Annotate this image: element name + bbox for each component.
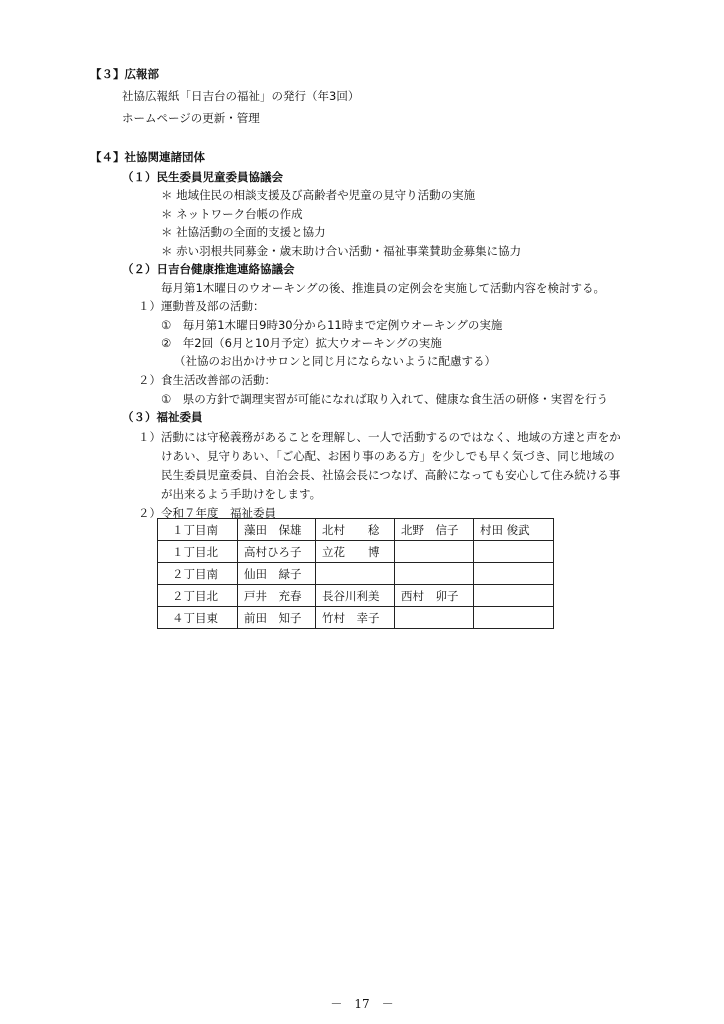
list-item-note: （社協のお出かけサロンと同じ月にならないように配慮する） [174,354,496,368]
section4-2-heading: （２）日吉台健康推進連絡協議会 [122,262,295,276]
table-cell-member [474,541,554,563]
table-cell-member: 前田 知子 [238,607,316,629]
paragraph-line: １）活動には守秘義務があることを理解し、一人で活動するのではなく、地域の方達と声をか [138,430,621,444]
table-cell-member [474,563,554,585]
paragraph-line: 民生委員児童委員、自治会長、社協会長につなげ、高齢になっても安心して住み続ける事 [161,468,621,482]
section4-1-heading: （１）民生委員児童委員協議会 [122,170,283,184]
table-cell-member: 長谷川利美 [316,585,395,607]
section4-3-heading: （３）福祉委員 [122,410,203,424]
table-cell-district: １丁目北 [158,541,238,563]
table-cell-member: 戸井 充春 [238,585,316,607]
table-cell-district: １丁目南 [158,519,238,541]
table-cell-member: 北野 信子 [395,519,474,541]
table-cell-member: 竹村 幸子 [316,607,395,629]
table-cell-district: ４丁目東 [158,607,238,629]
table-cell-member [316,563,395,585]
welfare-members-table [157,518,554,629]
list-item: ② 年2回（6月と10月予定）拡大ウオーキングの実施 [161,336,442,350]
table-cell-member [395,541,474,563]
list-item: ＊ 赤い羽根共同募金・歳末助け合い活動・福祉事業賛助金募集に協力 [161,244,522,258]
table-cell-member: 北村 稔 [316,519,395,541]
list-item: ① 県の方針で調理実習が可能になれば取り入れて、健康な食生活の研修・実習を行う [161,392,609,406]
table-cell-member: 仙田 緑子 [238,563,316,585]
section4-2-sub1-heading: １）運動普及部の活動： [138,299,265,313]
table-row [158,585,554,607]
list-item: ＊ 社協活動の全面的支援と協力 [161,225,326,239]
table-cell-member: 高村ひろ子 [238,541,316,563]
section3-item-newsletter: 社協広報紙「日吉台の福祉」の発行（年3回） [122,89,360,103]
table-cell-district: ２丁目南 [158,563,238,585]
table-cell-member [395,563,474,585]
table-cell-member: 西村 卯子 [395,585,474,607]
table-cell-district: ２丁目北 [158,585,238,607]
table-cell-member [474,585,554,607]
section4-2-description: 毎月第1木曜日のウオーキングの後、推進員の定例会を実施して活動内容を検討する。 [161,281,605,295]
table-row [158,563,554,585]
table-cell-member [474,607,554,629]
page-number: － 17 － [330,997,394,1011]
table-row [158,519,554,541]
table-row [158,607,554,629]
section4-3-sub2-heading: ２）令和７年度 福祉委員 [138,506,276,520]
table-cell-member: 藻田 保雄 [238,519,316,541]
table-cell-member: 立花 博 [316,541,395,563]
table-cell-member: 村田 俊武 [474,519,554,541]
table-cell-member [395,607,474,629]
section3-heading: 【３】広報部 [90,67,159,81]
section3-item-homepage: ホームページの更新・管理 [122,111,260,125]
list-item: ＊ 地域住民の相談支援及び高齢者や児童の見守り活動の実施 [161,188,476,202]
paragraph-line: が出来るよう手助けをします。 [161,487,322,501]
list-item: ＊ ネットワーク台帳の作成 [161,207,303,221]
table-row [158,541,554,563]
list-item: ① 毎月第1木曜日9時30分から11時まで定例ウオーキングの実施 [161,318,503,332]
section4-heading: 【４】社協関連諸団体 [90,150,205,164]
section4-2-sub2-heading: ２）食生活改善部の活動： [138,373,276,387]
paragraph-line: けあい、見守りあい、「ご心配、お困り事のある方」を少しでも早く気づき、同じ地域の [161,449,615,463]
